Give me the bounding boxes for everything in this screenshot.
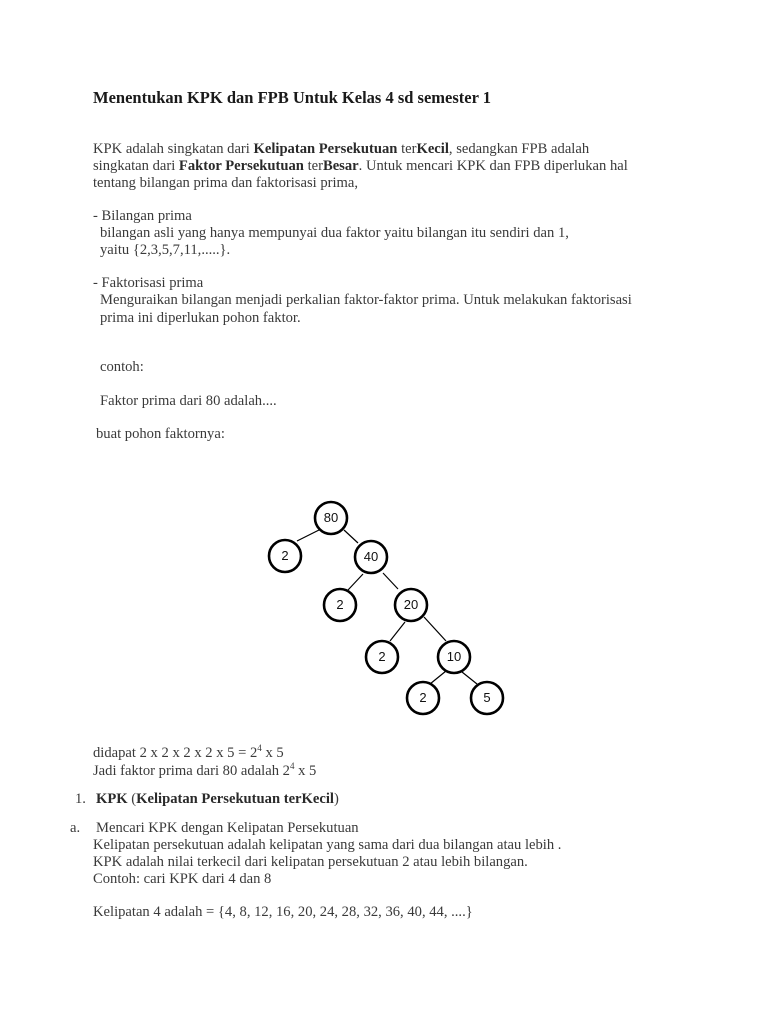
tree-edge bbox=[383, 573, 398, 589]
tree-node-20 bbox=[395, 589, 427, 621]
tree-edge bbox=[430, 671, 446, 684]
tree-edge bbox=[424, 617, 446, 641]
section-heading-kpk: KPK (Kelipatan Persekutuan terKecil) bbox=[96, 791, 339, 807]
intro-line-3: tentang bilangan prima dan faktorisasi prima, bbox=[93, 175, 359, 191]
svg-text:5: 5 bbox=[483, 690, 491, 705]
svg-text:20: 20 bbox=[403, 597, 419, 612]
tree-node-80 bbox=[315, 502, 347, 534]
kpk-definition: KPK adalah nilai terkecil dari kelipatan persekutuan 2 atau lebih bilangan. bbox=[93, 854, 528, 870]
intro-line-2: singkatan dari Faktor Persekutuan terBesar. Untuk mencari KPK dan FPB diperlukan hal bbox=[93, 158, 628, 174]
tree-node-2 bbox=[269, 540, 301, 572]
subheading-kelipatan: Mencari KPK dengan Kelipatan Persekutuan bbox=[96, 820, 359, 836]
faktorisasi-definition-2: prima ini diperlukan pohon faktor. bbox=[100, 310, 301, 326]
tree-edge bbox=[390, 622, 405, 641]
tree-edge bbox=[344, 530, 358, 543]
prima-definition: bilangan asli yang hanya mempunyai dua faktor yaitu bilangan itu sendiri dan 1, bbox=[100, 225, 569, 241]
tree-node-2 bbox=[324, 589, 356, 621]
faktorisasi-definition-1: Menguraikan bilangan menjadi perkalian faktor-faktor prima. Untuk melakukan faktorisasi bbox=[100, 292, 632, 308]
tree-edge bbox=[462, 672, 477, 684]
faktorisasi-heading: - Faktorisasi prima bbox=[93, 275, 204, 291]
svg-text:2: 2 bbox=[336, 597, 344, 612]
svg-text:40: 40 bbox=[363, 549, 379, 564]
kpk-example-question: Contoh: cari KPK dari 4 dan 8 bbox=[93, 871, 272, 887]
result-line-1: didapat 2 x 2 x 2 x 2 x $5 = 2^4$ x 5 bbox=[93, 743, 284, 761]
example-question: Faktor prima dari 80 adalah.... bbox=[100, 393, 277, 409]
kelipatan-4-list: Kelipatan 4 adalah = {4, 8, 12, 16, 20, 24, 28, 32, 36, 40, 44, ....} bbox=[93, 904, 473, 920]
tree-node-2 bbox=[366, 641, 398, 673]
tree-node-40 bbox=[355, 541, 387, 573]
factor-tree-instruction: buat pohon faktornya: bbox=[96, 426, 225, 442]
prima-examples: yaitu {2,3,5,7,11,.....}. bbox=[100, 242, 231, 258]
tree-edge bbox=[297, 530, 319, 541]
intro-line-1: KPK adalah singkatan dari Kelipatan Persekutuan terKecil, sedangkan FPB adalah bbox=[93, 141, 590, 157]
svg-text:2: 2 bbox=[281, 548, 289, 563]
tree-node-2 bbox=[407, 682, 439, 714]
svg-text:2: 2 bbox=[378, 649, 386, 664]
contoh-label: contoh: bbox=[100, 359, 144, 375]
tree-node-10 bbox=[438, 641, 470, 673]
list-marker-a: a. bbox=[70, 820, 81, 836]
svg-text:2: 2 bbox=[419, 690, 427, 705]
kelipatan-definition: Kelipatan persekutuan adalah kelipatan yang sama dari dua bilangan atau lebih . bbox=[93, 837, 562, 853]
tree-edge bbox=[348, 574, 363, 590]
section-number: 1. bbox=[75, 791, 86, 807]
tree-node-5 bbox=[471, 682, 503, 714]
svg-text:80: 80 bbox=[323, 510, 339, 525]
svg-text:10: 10 bbox=[446, 649, 462, 664]
page-title: Menentukan KPK dan FPB Untuk Kelas 4 sd semester 1 bbox=[93, 88, 492, 107]
prima-heading: - Bilangan prima bbox=[93, 208, 192, 224]
result-line-2: Jadi faktor prima dari 80 adalah $2^4$ x 5 bbox=[93, 761, 317, 779]
